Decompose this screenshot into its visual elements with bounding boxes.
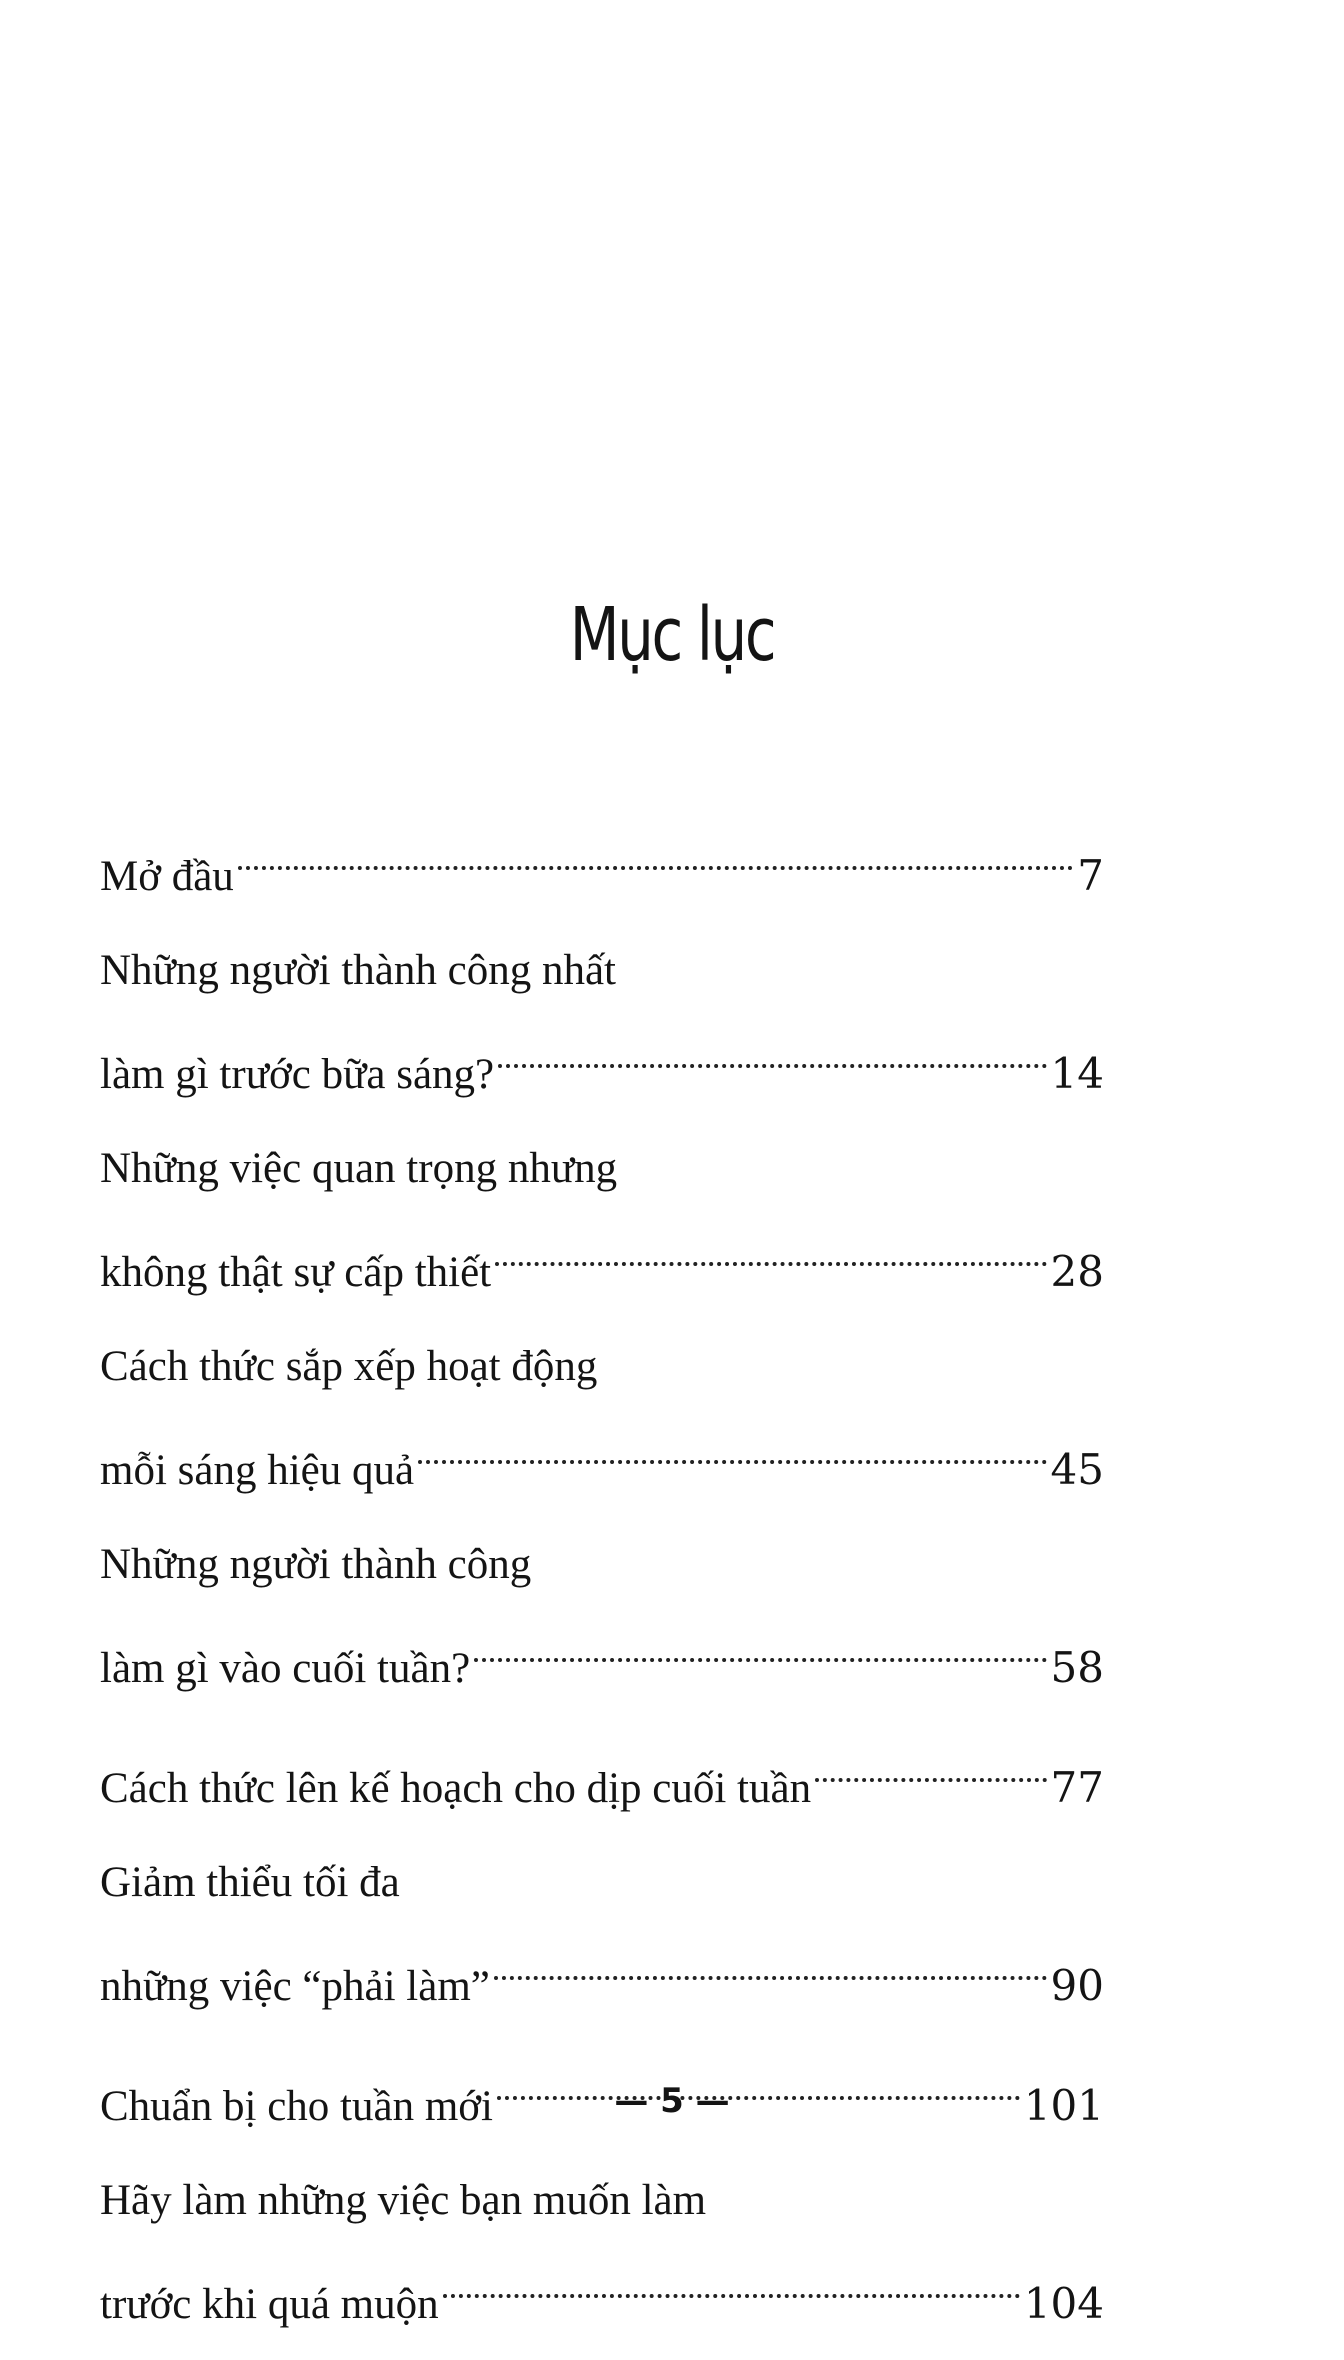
dot-leader: [815, 1724, 1046, 1802]
toc-entry-title: không thật sự cấp thiết: [100, 1249, 492, 1296]
toc-page-number: 45: [1050, 1445, 1104, 1494]
toc-entry-row[interactable]: [100, 1406, 1104, 1494]
toc-entry[interactable]: [100, 1724, 1104, 1812]
toc-page-number: 14: [1050, 1049, 1104, 1098]
toc-page-number: 104: [1023, 2279, 1104, 2328]
dot-leader: [495, 1208, 1046, 1286]
toc-entry-title-line: Giảm thiểu tối đa: [100, 1859, 400, 1906]
toc-page-number: 101: [1023, 2081, 1104, 2130]
toc-entry[interactable]: [100, 1328, 1104, 1494]
table-of-contents: [100, 812, 1104, 2360]
toc-page-number: 77: [1050, 1763, 1104, 1812]
toc-entry-title-line: Hãy làm những việc bạn muốn làm: [100, 2177, 707, 2224]
toc-entry-title-line: Cách thức sắp xếp hoạt động: [100, 1343, 598, 1390]
toc-entry-title-line: Những người thành công nhất: [100, 947, 616, 994]
dot-leader: [474, 1604, 1046, 1682]
toc-page-number: 28: [1050, 1247, 1104, 1296]
toc-entry-row[interactable]: [100, 1604, 1104, 1692]
dot-leader: [443, 2240, 1020, 2318]
toc-entry-title: mỗi sáng hiệu quả: [100, 1447, 415, 1494]
dot-leader: [494, 1922, 1047, 2000]
dot-leader: [238, 812, 1073, 890]
toc-entry-title-line: Những người thành công: [100, 1541, 532, 1588]
toc-entry-row[interactable]: [100, 1724, 1104, 1812]
toc-page-number: 58: [1050, 1643, 1104, 1692]
toc-entry-title-line: Những việc quan trọng nhưng: [100, 1145, 618, 1192]
toc-entry[interactable]: [100, 2162, 1104, 2328]
toc-entry-title: Cách thức lên kế hoạch cho dịp cuối tuần: [100, 1765, 812, 1812]
toc-entry[interactable]: [100, 1130, 1104, 1296]
toc-entry-row[interactable]: [100, 1922, 1104, 2010]
toc-page-number: 90: [1050, 1961, 1104, 2010]
toc-entry[interactable]: [100, 1844, 1104, 2010]
toc-entry-row[interactable]: [100, 1208, 1104, 1296]
dot-leader: [418, 1406, 1046, 1484]
toc-entry-row[interactable]: [100, 812, 1104, 900]
toc-entry[interactable]: [100, 932, 1104, 1098]
toc-entry-title: Chuẩn bị cho tuần mới: [100, 2083, 493, 2130]
toc-entry-title: làm gì vào cuối tuần?: [100, 1645, 471, 1692]
page-title: Mục lục: [569, 591, 775, 678]
toc-entry[interactable]: [100, 812, 1104, 900]
dot-leader: [498, 1010, 1046, 1088]
toc-entry-title: trước khi quá muộn: [100, 2281, 439, 2328]
toc-page-number: 7: [1077, 851, 1104, 900]
toc-entry-title: làm gì trước bữa sáng?: [100, 1051, 495, 1098]
toc-entry-row[interactable]: [100, 2240, 1104, 2328]
toc-entry-title: Mở đầu: [100, 853, 234, 900]
toc-entry-row[interactable]: [100, 1010, 1104, 1098]
page-number-footer: — 5 —: [614, 2081, 730, 2121]
toc-entry-title: những việc “phải làm”: [100, 1963, 490, 2010]
toc-entry[interactable]: [100, 1526, 1104, 1692]
